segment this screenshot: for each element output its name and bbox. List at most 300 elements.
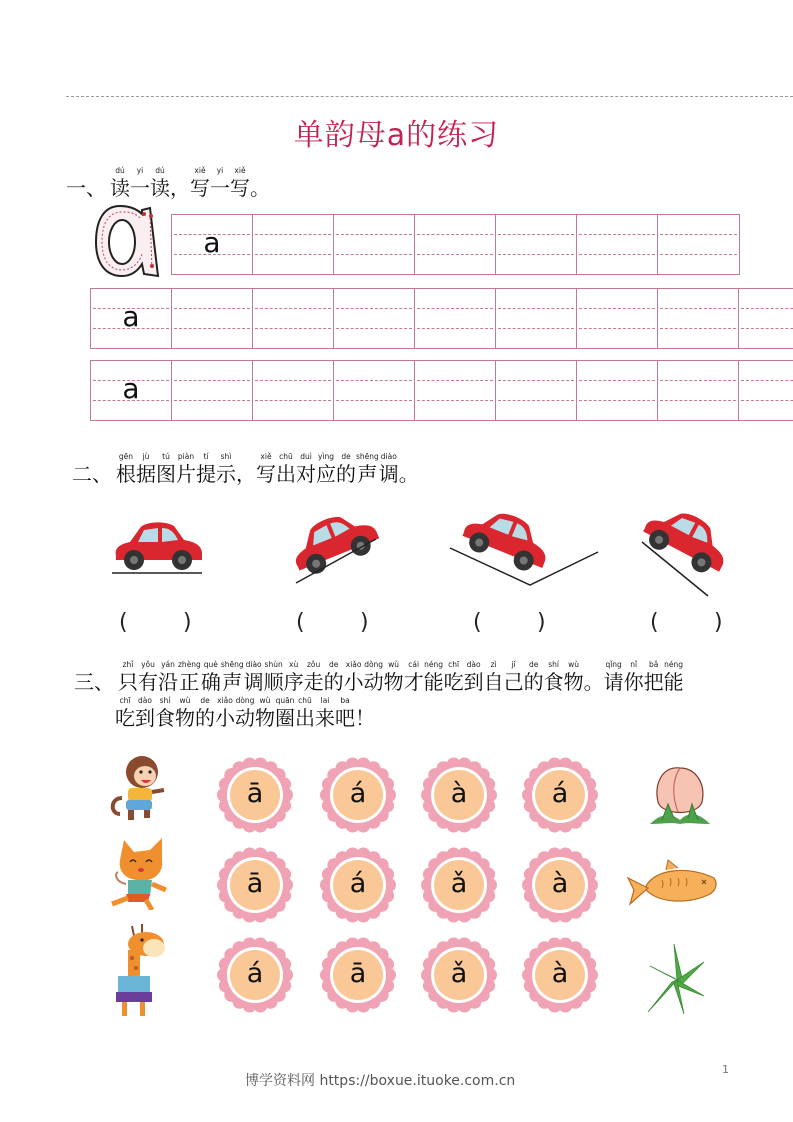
ruby-char: [250, 166, 270, 200]
guide-line-lower: [417, 400, 493, 401]
answer-2-close-paren[interactable]: ): [360, 610, 369, 635]
guide-line-lower: [660, 254, 737, 255]
hanzi-char: ，: [170, 176, 190, 200]
pinyin-annotation: de: [200, 696, 210, 705]
hanzi-char: 物: [563, 670, 584, 694]
hanzi-char: 出: [295, 706, 315, 730]
grid-cell[interactable]: [172, 289, 253, 348]
ruby-char: [584, 660, 604, 694]
ruby-char: [115, 696, 135, 730]
answer-1-close-paren[interactable]: ): [183, 610, 192, 635]
guide-line-upper: [417, 380, 493, 381]
hanzi-char: 才: [403, 670, 424, 694]
tone-badge[interactable]: [320, 757, 396, 833]
section-3-heading: [74, 660, 684, 694]
page-number: 1: [722, 1063, 729, 1076]
ruby-char: [130, 166, 150, 200]
tone-badge[interactable]: [217, 757, 293, 833]
pinyin-annotation: diào: [380, 452, 397, 461]
tone-badge[interactable]: [320, 847, 396, 923]
guide-line-lower: [255, 328, 331, 329]
ruby-char: [355, 696, 375, 730]
pinyin-annotation: shùn: [264, 660, 283, 669]
hanzi-char: 。: [250, 176, 270, 200]
tone-label: à: [551, 958, 569, 989]
pinyin-annotation: chī: [119, 696, 131, 705]
hanzi-char: 自: [483, 670, 504, 694]
hanzi-char: 你: [623, 670, 644, 694]
pinyin-annotation: chū: [279, 452, 293, 461]
ruby-char: [384, 660, 404, 694]
guide-line-lower: [417, 254, 493, 255]
hanzi-char: 出: [276, 462, 296, 486]
guide-line-upper: [417, 308, 493, 309]
cat-icon[interactable]: [106, 834, 172, 914]
ruby-char: [236, 452, 256, 486]
ruby-char: [464, 660, 484, 694]
guide-line-upper: [336, 308, 412, 309]
guide-line-lower: [174, 400, 250, 401]
guide-line-upper: [336, 234, 412, 235]
ruby-char: [624, 660, 644, 694]
car-rising-road-icon: [280, 500, 380, 594]
guide-line-upper: [174, 380, 250, 381]
hanzi-char: 根: [116, 462, 136, 486]
ruby-char: [356, 452, 379, 486]
hanzi-char: 确: [200, 670, 221, 694]
section-3-text-line-1: [118, 660, 684, 694]
hanzi-char: 对: [296, 462, 316, 486]
ruby-char: [195, 696, 215, 730]
ruby-char: [136, 452, 156, 486]
hanzi-char: 动: [235, 706, 255, 730]
tone-badge[interactable]: [421, 847, 497, 923]
tone-badge[interactable]: [522, 937, 598, 1013]
grid-cell[interactable]: [496, 361, 577, 420]
pinyin-annotation: yìng: [317, 452, 335, 461]
ruby-char: [399, 452, 419, 486]
pinyin-annotation: qǐng: [605, 660, 622, 669]
tone-badge[interactable]: [522, 757, 598, 833]
ruby-char: [315, 696, 335, 730]
tone-badge[interactable]: [522, 847, 598, 923]
ruby-char: [295, 696, 315, 730]
pinyin-annotation: gēn: [118, 452, 134, 461]
tone-badge[interactable]: [217, 847, 293, 923]
ruby-char: [255, 696, 275, 730]
model-letter: a: [122, 372, 140, 405]
pinyin-annotation: dòng: [364, 660, 384, 669]
ruby-char: [484, 660, 504, 694]
ruby-char: [364, 660, 384, 694]
ruby-char: [336, 452, 356, 486]
top-dashed-divider: [66, 96, 793, 97]
hanzi-char: 吃: [115, 706, 135, 730]
hanzi-char: 走: [303, 670, 324, 694]
ruby-char: [150, 166, 170, 200]
hanzi-char: 己: [503, 670, 524, 694]
answer-3-open-paren[interactable]: (: [473, 610, 482, 635]
pinyin-annotation: dú: [115, 166, 125, 175]
pinyin-annotation: dào: [466, 660, 481, 669]
grid-cell[interactable]: [253, 361, 334, 420]
section-2-number: 二、: [72, 462, 112, 486]
guide-line-upper: [660, 308, 736, 309]
section-1-heading: [66, 166, 270, 200]
ruby-char: [158, 660, 178, 694]
answer-1-open-paren[interactable]: (: [119, 610, 128, 635]
ruby-char: [244, 660, 264, 694]
ruby-char: [210, 166, 230, 200]
tone-label: ǎ: [450, 958, 468, 989]
pinyin-annotation: de: [328, 660, 339, 669]
ruby-char: [504, 660, 524, 694]
guide-line-lower: [741, 400, 793, 401]
guide-line-upper: [255, 308, 331, 309]
grid-cell[interactable]: [91, 361, 172, 420]
model-letter: a: [122, 300, 140, 333]
page-title: 单韵母a的练习: [293, 118, 500, 153]
guide-line-lower: [579, 400, 655, 401]
guide-line-lower: [498, 400, 574, 401]
guide-line-lower: [660, 328, 736, 329]
grid-cell[interactable]: [334, 215, 415, 274]
ruby-char: [284, 660, 304, 694]
pinyin-annotation: nǐ: [630, 660, 638, 669]
pinyin-annotation: wù: [179, 696, 191, 705]
pinyin-annotation: xù: [289, 660, 299, 669]
tone-label: á: [551, 778, 569, 809]
ruby-char: [216, 452, 236, 486]
guide-line-upper: [741, 308, 793, 309]
grid-cell[interactable]: [253, 215, 334, 274]
grid-cell[interactable]: [334, 361, 415, 420]
guide-line-lower: [174, 328, 250, 329]
ruby-char: [664, 660, 684, 694]
tone-badge[interactable]: [421, 937, 497, 1013]
guide-line-upper: [579, 234, 655, 235]
hanzi-char: 调: [243, 670, 264, 694]
fish-icon[interactable]: [626, 856, 720, 916]
ruby-char: [524, 660, 544, 694]
grid-cell[interactable]: [658, 215, 739, 274]
ruby-char: [176, 452, 196, 486]
pinyin-annotation: wù: [259, 696, 271, 705]
grid-cell[interactable]: [496, 215, 577, 274]
pinyin-annotation: duì: [300, 452, 312, 461]
hanzi-char: 读: [150, 176, 170, 200]
hanzi-char: 来: [315, 706, 335, 730]
guide-line-upper: [255, 380, 331, 381]
grid-cell[interactable]: [253, 289, 334, 348]
hanzi-char: 写: [230, 176, 250, 200]
tone-badge[interactable]: [217, 937, 293, 1013]
hanzi-char: 的: [195, 706, 215, 730]
ruby-char: [175, 696, 195, 730]
ruby-char: [275, 696, 295, 730]
grid-cell[interactable]: [415, 289, 496, 348]
pinyin-annotation: dào: [138, 696, 152, 705]
pinyin-annotation: yán: [161, 660, 175, 669]
hanzi-char: 请: [603, 670, 624, 694]
ruby-char: [110, 166, 130, 200]
tone-label: ā: [349, 958, 367, 989]
pinyin-annotation: lai: [320, 696, 330, 705]
pinyin-annotation: xiǎo: [217, 696, 233, 705]
ruby-char: [156, 452, 176, 486]
peach-icon[interactable]: [648, 762, 712, 832]
guide-line-upper: [255, 234, 331, 235]
pinyin-annotation: yǒu: [141, 660, 155, 669]
pinyin-annotation: bǎ: [648, 660, 659, 669]
ruby-char: [344, 660, 364, 694]
hanzi-char: 正: [179, 670, 200, 694]
guide-line-upper: [498, 308, 574, 309]
tone-badge[interactable]: [320, 937, 396, 1013]
grid-cell[interactable]: [577, 289, 658, 348]
ruby-char: [424, 660, 444, 694]
ruby-char: [135, 696, 155, 730]
ruby-char: [276, 452, 296, 486]
hanzi-char: 序: [283, 670, 304, 694]
section-1-text: [110, 166, 270, 200]
grid-cell[interactable]: [658, 289, 739, 348]
car-falling-road-icon: [638, 506, 728, 602]
guide-line-upper: [660, 234, 737, 235]
hanzi-char: 写: [190, 176, 210, 200]
section-2-heading: [72, 452, 419, 486]
ruby-char: [215, 696, 235, 730]
hanzi-char: 只: [118, 670, 138, 694]
pinyin-annotation: shēng: [220, 660, 244, 669]
ruby-char: [118, 660, 138, 694]
guide-line-upper: [498, 380, 574, 381]
hanzi-char: 图: [156, 462, 176, 486]
ruby-char: [256, 452, 276, 486]
grid-cell[interactable]: [658, 361, 739, 420]
ruby-char: [564, 660, 584, 694]
answer-4-open-paren[interactable]: (: [650, 610, 659, 635]
pinyin-annotation: jù: [142, 452, 150, 461]
hanzi-char: 圈: [275, 706, 295, 730]
ruby-char: [178, 660, 201, 694]
pinyin-annotation: xiǎo: [345, 660, 362, 669]
tone-label: ǎ: [450, 868, 468, 899]
hanzi-char: 到: [463, 670, 484, 694]
grid-cell[interactable]: [577, 215, 658, 274]
ruby-char: [335, 696, 355, 730]
hanzi-char: 读: [110, 176, 130, 200]
hanzi-char: 片: [176, 462, 196, 486]
pinyin-annotation: piàn: [177, 452, 195, 461]
grid-cell[interactable]: [739, 361, 793, 420]
pinyin-annotation: shēng: [356, 452, 379, 461]
writing-grid-row-1[interactable]: [171, 214, 740, 275]
hanzi-char: 吧: [335, 706, 355, 730]
ruby-char: [264, 660, 284, 694]
hanzi-char: 示: [216, 462, 236, 486]
hanzi-char: 小: [343, 670, 364, 694]
section-1-number: 一、: [66, 176, 106, 200]
tone-label: á: [246, 958, 264, 989]
guide-line-lower: [255, 254, 331, 255]
pinyin-annotation: zì: [490, 660, 497, 669]
pinyin-annotation: xiě: [260, 452, 272, 461]
writing-grid-row-2[interactable]: [90, 288, 793, 349]
ruby-char: [190, 166, 210, 200]
ruby-char: [604, 660, 624, 694]
hanzi-char: 写: [256, 462, 276, 486]
pinyin-annotation: shí: [159, 696, 171, 705]
hanzi-char: 吃: [443, 670, 464, 694]
section-2-text: [116, 452, 419, 486]
hanzi-char: 的: [336, 462, 356, 486]
hanzi-char: 沿: [158, 670, 178, 694]
pinyin-annotation: néng: [424, 660, 444, 669]
hanzi-char: 能: [423, 670, 444, 694]
guide-line-lower: [336, 328, 412, 329]
answer-2-open-paren[interactable]: (: [296, 610, 305, 635]
pinyin-annotation: de: [341, 452, 351, 461]
hanzi-char: 据: [136, 462, 156, 486]
hanzi-char: 的: [323, 670, 344, 694]
answer-3-close-paren[interactable]: ): [537, 610, 546, 635]
footer-source-text: 博学资料网 https://boxue.ituoke.com.cn: [245, 1073, 516, 1089]
pinyin-annotation: de: [528, 660, 539, 669]
pinyin-annotation: dòng: [235, 696, 255, 705]
pinyin-annotation: shì: [220, 452, 232, 461]
tone-label: ā: [246, 868, 264, 899]
hanzi-char: 把: [643, 670, 664, 694]
guide-line-lower: [579, 328, 655, 329]
guide-line-upper: [579, 308, 655, 309]
guide-line-upper: [579, 380, 655, 381]
ruby-char: [221, 660, 244, 694]
guide-line-upper: [174, 308, 250, 309]
big-letter-a-tracing-icon: [92, 204, 162, 278]
hanzi-char: ，: [236, 462, 256, 486]
grid-cell[interactable]: [91, 289, 172, 348]
hanzi-char: 物: [175, 706, 195, 730]
guide-line-lower: [255, 400, 331, 401]
pinyin-annotation: yi: [216, 166, 224, 175]
pinyin-annotation: ba: [340, 696, 350, 705]
guide-line-lower: [336, 400, 412, 401]
hanzi-char: 。: [583, 670, 604, 694]
hanzi-char: 能: [663, 670, 684, 694]
ruby-char: [230, 166, 250, 200]
pinyin-annotation: quān: [275, 696, 295, 705]
hanzi-char: 顺: [263, 670, 284, 694]
hanzi-char: 食: [155, 706, 175, 730]
grid-cell[interactable]: [577, 361, 658, 420]
ruby-char: [544, 660, 564, 694]
pinyin-annotation: jǐ: [511, 660, 516, 669]
hanzi-char: ！: [355, 706, 375, 730]
pinyin-annotation: wù: [388, 660, 400, 669]
pinyin-annotation: chī: [448, 660, 460, 669]
hanzi-char: 有: [138, 670, 158, 694]
ruby-char: [316, 452, 336, 486]
pinyin-annotation: chū: [298, 696, 312, 705]
model-letter: a: [203, 226, 221, 259]
ruby-char: [201, 660, 221, 694]
section-3-heading-line-2: [115, 696, 375, 730]
giraffe-icon[interactable]: [110, 920, 168, 1022]
guide-line-lower: [498, 254, 574, 255]
guide-line-lower: [741, 328, 793, 329]
section-3-text-line-2: [115, 696, 375, 730]
pinyin-annotation: zhǐ: [122, 660, 134, 669]
grid-cell[interactable]: [739, 289, 793, 348]
hanzi-char: 。: [398, 462, 419, 486]
ruby-char: [138, 660, 158, 694]
hanzi-char: 声: [222, 670, 243, 694]
pinyin-annotation: wù: [568, 660, 580, 669]
answer-4-close-paren[interactable]: ): [714, 610, 723, 635]
hanzi-char: 一: [130, 176, 150, 200]
ruby-char: [235, 696, 255, 730]
car-dip-road-icon: [448, 506, 604, 594]
hanzi-char: 调: [378, 462, 399, 486]
guide-line-upper: [660, 380, 736, 381]
ruby-char: [644, 660, 664, 694]
ruby-char: [196, 452, 216, 486]
tone-label: á: [349, 868, 367, 899]
hanzi-char: 提: [196, 462, 216, 486]
grid-cell[interactable]: [172, 215, 253, 274]
pinyin-annotation: xiě: [234, 166, 246, 175]
hanzi-char: 的: [523, 670, 544, 694]
hanzi-char: 应: [316, 462, 336, 486]
ruby-char: [304, 660, 324, 694]
grid-cell[interactable]: [172, 361, 253, 420]
monkey-icon[interactable]: [108, 754, 170, 826]
tone-label: ā: [246, 778, 264, 809]
guide-line-lower: [336, 254, 412, 255]
car-flat-road-icon: [108, 512, 208, 586]
pinyin-annotation: diào: [245, 660, 262, 669]
ruby-char: [296, 452, 316, 486]
grid-cell[interactable]: [334, 289, 415, 348]
guide-line-lower: [579, 254, 655, 255]
tone-label: à: [450, 778, 468, 809]
ruby-char: [404, 660, 424, 694]
grid-cell[interactable]: [415, 215, 496, 274]
pinyin-annotation: xiě: [194, 166, 206, 175]
ruby-char: [379, 452, 399, 486]
pinyin-annotation: shí: [548, 660, 559, 669]
pinyin-annotation: zǒu: [306, 660, 321, 669]
leaves-icon[interactable]: [644, 940, 710, 1020]
hanzi-char: 物: [255, 706, 275, 730]
pinyin-annotation: tú: [162, 452, 170, 461]
pinyin-annotation: què: [203, 660, 218, 669]
pinyin-annotation: yi: [136, 166, 144, 175]
hanzi-char: 一: [210, 176, 230, 200]
section-3-number: 三、: [74, 670, 114, 694]
pinyin-annotation: tí: [203, 452, 209, 461]
pinyin-annotation: cái: [408, 660, 420, 669]
hanzi-char: 小: [215, 706, 235, 730]
grid-cell[interactable]: [496, 289, 577, 348]
tone-badge[interactable]: [421, 757, 497, 833]
tone-label: á: [349, 778, 367, 809]
writing-grid-row-3[interactable]: [90, 360, 793, 421]
grid-cell[interactable]: [415, 361, 496, 420]
guide-line-upper: [741, 380, 793, 381]
guide-line-lower: [417, 328, 493, 329]
